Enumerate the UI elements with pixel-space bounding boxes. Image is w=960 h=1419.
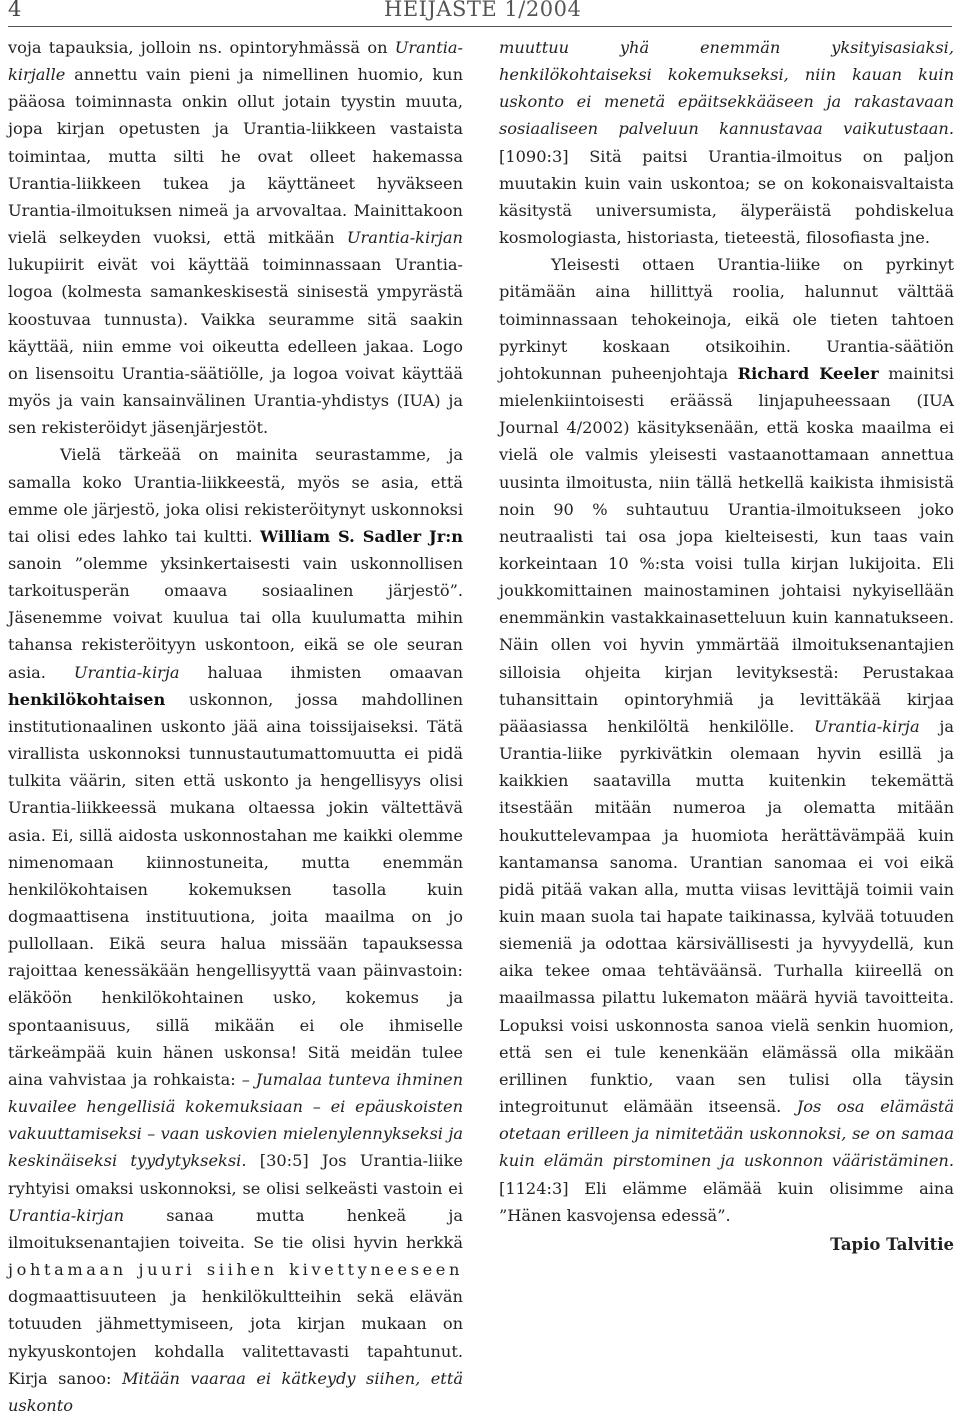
left-paragraph-1: voja tapauksia, jolloin ns. opintoryhmässä on Urantia-kirjalle annettu vain pieni ja nimellinen huomio, kun pääosa toiminnasta onkin ollut jotain tyystin muuta, jopa kirjan opetusten ja Urantia-liikkeen vastaista toimintaa, mutta silti he ovat olleet hakemassa Urantia-liikkeen tukea ja käyttäneet hyväkseen Urantia-ilmoituksen nimeä ja arvovaltaa. Mainittakoon vielä selkeyden vuoksi, että mitkään Urantia-kirjan lukupiirit eivät voi käyttää toiminnassaan Urantia-logoa (kolmesta samankeskisestä sinisestä ympyrästä koostuvaa tunnusta). Vaikka seuramme sitä saakin käyttää, niin emme voi oikeutta edelleen jakaa. Logo on lisensoitu Urantia-säätiölle, ja logoa voivat käyttää myös ja vain kansainvälinen Urantia-yhdistys (IUA) ja sen rekisteröidyt jäsenjärjestöt.: [8, 38, 463, 438]
right-column: [499, 34, 954, 1254]
right-paragraph-1: muuttuu yhä enemmän yksityisasiaksi, henkilökohtaiseksi kokemukseksi, niin kauan kuin uskonto ei menetä epäitsekkääseen ja rakastavaan sosiaaliseen palveluun kannustavaa vaikutustaan. [1090:3] Sitä paitsi Urantia-ilmoitus on paljon muutakin kuin vain uskontoa; se on kokonaisvaltaista käsitystä universumista, älyperäistä pohdiskelua kosmologiasta, historiasta, tieteestä, filosofiasta jne.: [499, 38, 954, 248]
book-quote: – Jumalaa tunteva ihminen kuvailee hengellisiä kokemuksiaan – ei epäuskoisten vakuuttamiseksi – vaan uskovien mielenylennykseksi ja keskinäiseksi tyydytykseksi.: [8, 1069, 463, 1171]
book-quote: Jos osa elämästä otetaan erilleen ja nimitetään uskonnoksi, se on samaa kuin elämän pirstominen ja uskonnon vääristäminen.: [499, 1097, 954, 1171]
spaced-text: johtamaan juuri siihen kivettyneeseen: [8, 1260, 463, 1280]
person-name: Richard Keeler: [737, 363, 879, 383]
page-header: [8, 0, 952, 27]
emphasis-word: henkilökohtaisen: [8, 689, 166, 709]
right-paragraph-2: Yleisesti ottaen Urantia-liike on pyrkinyt pitämään aina hillittyä roolia, halunnut välttää toiminnassaan tehokeinoja, eikä ole tieten tahtoen pyrkinyt koskaan otsikoihin. Urantia-säätiön johtokunnan puheenjohtaja Richard Keeler mainitsi mielenkiintoisesti eräässä linjapuheessaan (IUA Journal 4/2002) käsityksenään, että koska maailma ei vielä ole valmis yleisesti vastaanottamaan annettua uusinta ilmoitusta, niin tällä hetkellä kaikista ihmisistä noin 90 % suhtautuu Urantia-ilmoitukseen joko neutraalisti tai osa jopa kielteisesti, kun taas vain korkeintaan 10 %:sta voisi tulla kirjan lukijoita. Eli joukkomittainen mainostaminen johtaisi nykyisellään enemmänkin vastakkainasetteluun kuin kannatukseen. Näin ollen voi hyvin ymmärtää ilmoituksenantajien silloisia ohjeita kirjan levityksestä: Perustakaa tuhansittain opintoryhmiä ja levittäkää kirjaa pääasiassa henkilöltä henkilölle. Urantia-kirja ja Urantia-liike pyrkivätkin olemaan hyvin esillä ja kaikkien saatavilla mutta kuitenkin tekemättä itsestään mitään numeroa ja olematta mitään houkuttelevampaa ja huomiota herättävämpää kuin kantamansa sanoma. Urantian sanomaa ei voi eikä pidä pitää vakan alla, mutta viisas levittäjä toimii vain kuin maan suola tai hapate taikinassa, kylvää totuuden siemeniä ja odottaa kärsivällisesti ja hyvyydellä, kun aika tekee omaa tehtäväänsä. Turhalla kiireellä on maailmassa pilattu lukematon määrä hyviä tavoitteita. Lopuksi voisi uskonnosta sanoa vielä senkin huomion, että sen ei tule kenenkään elämässä olla mikään erillinen funktio, vaan sen tulisi olla täysin integroitunut elämään itseensä. Jos osa elämästä otetaan erilleen ja nimitetään uskonnoksi, se on samaa kuin elämän pirstominen ja uskonnon vääristäminen. [1124:3] Eli elämme elämää kuin olisimme aina ”Hänen kasvojensa edessä”.: [499, 255, 954, 1225]
author-signature: Tapio Talvitie: [830, 1235, 954, 1254]
page-number: 4: [8, 0, 22, 21]
left-paragraph-2: Vielä tärkeää on mainita seurastamme, ja samalla koko Urantia-liikkeestä, myös se asia, että emme ole järjestö, joka olisi rekisteröitynyt uskonnoksi tai olisi edes lahko tai kultti. William S. Sadler Jr:n sanoin ”olemme yksinkertaisesti vain uskonnollisen tarkoitusperän omaava sosiaalinen järjestö”. Jäsenemme voivat kuulua tai olla kuulumatta mihin tahansa rekisteröityyn uskontoon, eikä se ole seuran asia. Urantia-kirja haluaa ihmisten omaavan henkilökohtaisen uskonnon, jossa mahdollinen institutionaalinen uskonto jää aina toissijaiseksi. Tätä virallista uskonnoksi tunnustautumattomuutta ei pidä tulkita väärin, siten että uskonto ja hengellisyys olisi Urantia-liikkeessä mukana oltaessa jokin vältettävä asia. Ei, sillä aidosta uskonnostahan me kaikki olemme nimenomaan kiinnostuneita, mutta enemmän henkilökohtaisen kokemuksen tasolla kuin dogmaattisena instituutiona, joita maailma on jo pullollaan. Eikä seura halua missään tapauksessa rajoittaa kenessäkään hengellisyyttä vaan päinvastoin: eläköön henkilökohtainen usko, kokemus ja spontaanisuus, sillä mikään ei ole ihmiselle tärkeämpää kuin hänen uskonsa! Sitä meidän tulee aina vahvistaa ja rohkaista: – Jumalaa tunteva ihminen kuvailee hengellisiä kokemuksiaan – ei epäuskoisten vakuuttamiseksi – vaan uskovien mielenylennykseksi ja keskinäiseksi tyydytykseksi. [30:5] Jos Urantia-liike ryhtyisi omaksi uskonnoksi, se olisi selkeästi vastoin ei Urantia-kirjan sanaa mutta henkeä ja ilmoituksenantajien toiveita. Se tie olisi hyvin herkkä johtamaan juuri siihen kivettyneeseen dogmaattisuuteen ja henkilökultteihin sekä elävän totuuden jähmettymiseen, jota kirjan mukaan on nykyuskontojen kohdalla valitettavasti tapahtunut. Kirja sanoo: Mitään vaaraa ei kätkeydy siihen, että uskonto: [8, 445, 464, 1415]
book-quote: Mitään vaaraa ei kätkeydy siihen, että uskonto: [8, 1368, 463, 1415]
person-name: William S. Sadler Jr:n: [260, 526, 463, 546]
journal-title: HEIJASTE 1/2004: [384, 0, 582, 21]
book-quote: muuttuu yhä enemmän yksityisasiaksi, henkilökohtaiseksi kokemukseksi, niin kauan kuin uskonto ei menetä epäitsekkääseen ja rakastavaan sosiaaliseen palveluun kannustavaa vaikutustaan.: [499, 38, 954, 139]
left-column: [8, 34, 463, 1419]
